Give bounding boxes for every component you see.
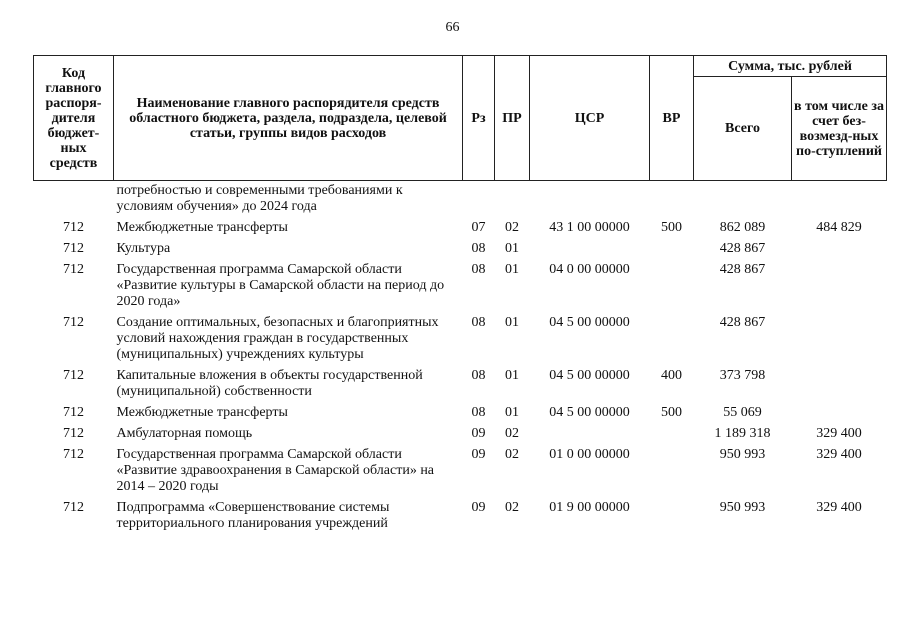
header-total: Всего: [694, 77, 792, 181]
name-cell: Амбулаторная помощь: [116, 426, 253, 441]
csr-cell: 04 5 00 00000: [549, 315, 630, 330]
csr-cell: [530, 239, 650, 260]
free-cell: 329 400: [816, 447, 862, 462]
header-free: в том числе за счет без-возмезд-ных по-ступлений: [792, 77, 887, 181]
pr-cell: 02: [505, 500, 519, 515]
header-sum: Сумма, тыс. рублей: [694, 56, 887, 77]
rz-cell: 08: [471, 368, 486, 383]
table-header: [34, 56, 887, 181]
free-cell: 484 829: [816, 220, 862, 235]
csr-cell: 01 0 00 00000: [549, 447, 630, 462]
header-pr: ПР: [495, 56, 530, 181]
total-cell: 55 069: [723, 405, 762, 420]
pr-cell: 02: [505, 426, 519, 441]
table-row: [34, 260, 887, 313]
csr-cell: 01 9 00 00000: [549, 500, 630, 515]
csr-cell: 04 0 00 00000: [549, 262, 630, 277]
free-cell: [792, 366, 887, 403]
name-cell: Межбюджетные трансферты: [116, 405, 288, 420]
total-cell: 862 089: [719, 220, 766, 235]
name-cell: Культура: [116, 241, 171, 256]
free-cell: [792, 403, 887, 424]
csr-cell: [530, 181, 650, 219]
free-cell: [792, 239, 887, 260]
code-cell: 712: [63, 241, 84, 256]
vr-cell: [650, 181, 694, 219]
table-row: [34, 403, 887, 424]
free-cell: [792, 313, 887, 366]
table-row: [34, 181, 887, 219]
pr-cell: 02: [505, 220, 519, 235]
vr-cell: [650, 445, 694, 498]
name-cell: Государственная программа Самарской области «Развитие здравоохранения в Самарской области» на 2014 – 2020 годы: [116, 447, 435, 494]
code-cell: [34, 181, 114, 219]
table-row: [34, 218, 887, 239]
table-row: [34, 498, 887, 535]
header-rz: Рз: [463, 56, 495, 181]
rz-cell: 07: [471, 220, 486, 235]
vr-cell: 400: [661, 368, 682, 383]
code-cell: 712: [63, 405, 84, 420]
csr-cell: 04 5 00 00000: [549, 405, 630, 420]
rz-cell: 09: [471, 447, 486, 462]
total-cell: 950 993: [719, 447, 766, 462]
table-row: [34, 313, 887, 366]
code-cell: 712: [63, 368, 84, 383]
total-cell: 373 798: [719, 368, 766, 383]
code-cell: 712: [63, 500, 84, 515]
header-vr: ВР: [650, 56, 694, 181]
total-cell: [694, 181, 792, 219]
header-code: Код главного распоря-дителя бюджет-ных средств: [34, 56, 114, 181]
vr-cell: [650, 424, 694, 445]
header-name: Наименование главного распорядителя средств областного бюджета, раздела, подраздела, целевой статьи, группы видов расходов: [114, 56, 463, 181]
rz-cell: 08: [471, 241, 486, 256]
free-cell: [792, 181, 887, 219]
total-cell: 428 867: [719, 262, 766, 277]
vr-cell: 500: [661, 405, 682, 420]
code-cell: 712: [63, 426, 84, 441]
table-row: [34, 366, 887, 403]
name-cell: Государственная программа Самарской области «Развитие культуры в Самарской области на период до 2020 года»: [116, 262, 445, 309]
code-cell: 712: [63, 220, 84, 235]
vr-cell: [650, 313, 694, 366]
rz-cell: [463, 181, 495, 219]
table-row: [34, 445, 887, 498]
rz-cell: 08: [471, 405, 486, 420]
pr-cell: 01: [505, 368, 519, 383]
pr-cell: 01: [505, 241, 519, 256]
name-cell: Капитальные вложения в объекты государственной (муниципальной) собственности: [116, 368, 423, 399]
pr-cell: [495, 181, 530, 219]
rz-cell: 09: [471, 500, 486, 515]
vr-cell: 500: [661, 220, 682, 235]
pr-cell: 01: [505, 405, 519, 420]
code-cell: 712: [63, 262, 84, 277]
code-cell: 712: [63, 447, 84, 462]
header-csr: ЦСР: [530, 56, 650, 181]
name-cell: Межбюджетные трансферты: [116, 220, 288, 235]
name-cell: Создание оптимальных, безопасных и благоприятных условий нахождения граждан в государственных (муниципальных) учреждениях культуры: [116, 315, 439, 362]
total-cell: 1 189 318: [714, 426, 771, 441]
pr-cell: 01: [505, 315, 519, 330]
csr-cell: [530, 424, 650, 445]
rz-cell: 08: [471, 315, 486, 330]
vr-cell: [650, 239, 694, 260]
total-cell: 950 993: [719, 500, 766, 515]
name-cell: Подпрограмма «Совершенствование системы территориального планирования учреждений: [116, 500, 390, 531]
vr-cell: [650, 260, 694, 313]
table-row: [34, 239, 887, 260]
budget-table: [33, 55, 887, 535]
csr-cell: 04 5 00 00000: [549, 368, 630, 383]
name-cell: потребностью и современными требованиями к условиям обучения» до 2024 года: [116, 183, 403, 214]
free-cell: 329 400: [816, 500, 862, 515]
rz-cell: 08: [471, 262, 486, 277]
total-cell: 428 867: [719, 241, 766, 256]
table-body: [34, 181, 887, 536]
pr-cell: 01: [505, 262, 519, 277]
free-cell: 329 400: [816, 426, 862, 441]
table-row: [34, 424, 887, 445]
free-cell: [792, 260, 887, 313]
page-number: 66: [445, 20, 460, 35]
vr-cell: [650, 498, 694, 535]
total-cell: 428 867: [719, 315, 766, 330]
code-cell: 712: [63, 315, 84, 330]
rz-cell: 09: [471, 426, 486, 441]
pr-cell: 02: [505, 447, 519, 462]
csr-cell: 43 1 00 00000: [549, 220, 630, 235]
